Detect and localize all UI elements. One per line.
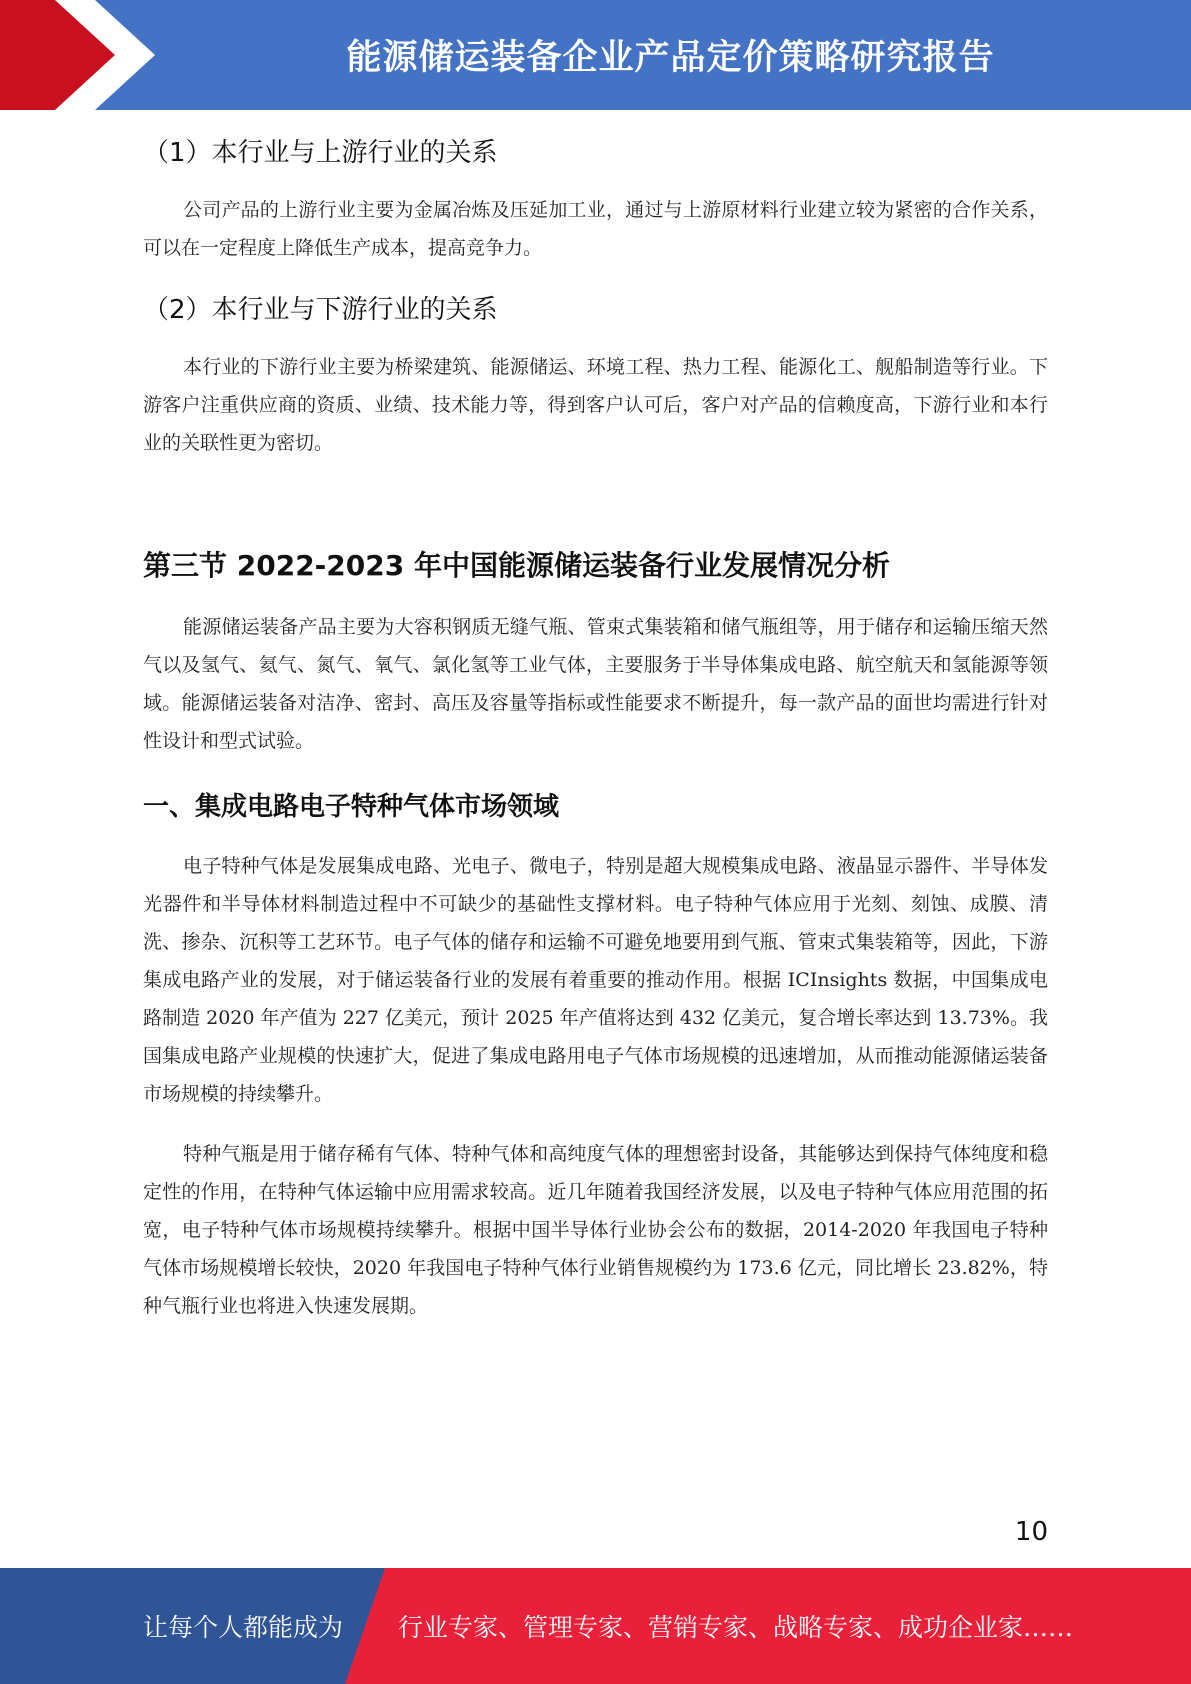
page-header [0,0,1191,110]
downstream-paragraph: 本行业的下游行业主要为桥梁建筑、能源储运、环境工程、热力工程、能源化工、舰船制造等行业。下游客户注重供应商的资质、业绩、技术能力等，得到客户认可后，客户对产品的信赖度高，下游行业和本行业的关联性更为密切。 [143,356,1048,454]
downstream-heading: （2）本行业与下游行业的关系 [143,295,498,325]
ic-market-paragraph-1: 电子特种气体是发展集成电路、光电子、微电子，特别是超大规模集成电路、液晶显示器件、半导体发光器件和半导体材料制造过程中不可缺少的基础性支撑材料。电子特种气体应用于光刻、刻蚀、成膜、清洗、掺杂、沉积等工艺环节。电子气体的储存和运输不可避免地要用到气瓶、管束式集装箱等，因此，下游集成电路产业的发展，对于储运装备行业的发展有着重要的推动作用。根据 ICInsights 数据，中国集成电路制造 2020 年产值为 227 亿美元，预计 2025 年产值将达到 432 亿美元，复合增长率达到 13.73%。我国集成电路产业规模的快速扩大，促进了集成电路用电子气体市场规模的迅速增加，从而推动能源储运装备市场规模的持续攀升。 [143,855,1048,1105]
upstream-paragraph: 公司产品的上游行业主要为金属冶炼及压延加工业，通过与上游原材料行业建立较为紧密的合作关系，可以在一定程度上降低生产成本，提高竞争力。 [143,199,1048,259]
footer-slogan-left: 让每个人都能成为 [143,1613,344,1642]
upstream-heading: （1）本行业与上游行业的关系 [143,138,498,168]
page-content [143,128,1048,1325]
page-footer [0,1568,1191,1684]
header-arrow-decoration [0,0,160,110]
report-title: 能源储运装备企业产品定价策略研究报告 [346,38,995,78]
chapter-paragraph: 能源储运装备产品主要为大容积钢质无缝气瓶、管束式集装箱和储气瓶组等，用于储存和运输压缩天然气以及氢气、氦气、氮气、氧气、氯化氢等工业气体，主要服务于半导体集成电路、航空航天和氢能源等领域。能源储运装备对洁净、密封、高压及容量等指标或性能要求不断提升，每一款产品的面世均需进行针对性设计和型式试验。 [143,616,1048,752]
footer-slogan-right: 行业专家、管理专家、营销专家、战略专家、成功企业家…… [398,1613,1074,1642]
ic-market-paragraph-2: 特种气瓶是用于储存稀有气体、特种气体和高纯度气体的理想密封设备，其能够达到保持气体纯度和稳定性的作用，在特种气体运输中应用需求较高。近几年随着我国经济发展，以及电子特种气体应用范围的拓宽，电子特种气体市场规模持续攀升。根据中国半导体行业协会公布的数据，2014-2020 年我国电子特种气体市场规模增长较快，2020 年我国电子特种气体行业销售规模约为 173.6 亿元，同比增长 23.82%，特种气瓶行业也将进入快速发展期。 [143,1143,1048,1317]
ic-market-heading: 一、集成电路电子特种气体市场领域 [143,792,560,822]
chapter-heading: 第三节 2022-2023 年中国能源储运装备行业发展情况分析 [143,549,890,582]
page-number: 10 [1014,1517,1048,1547]
